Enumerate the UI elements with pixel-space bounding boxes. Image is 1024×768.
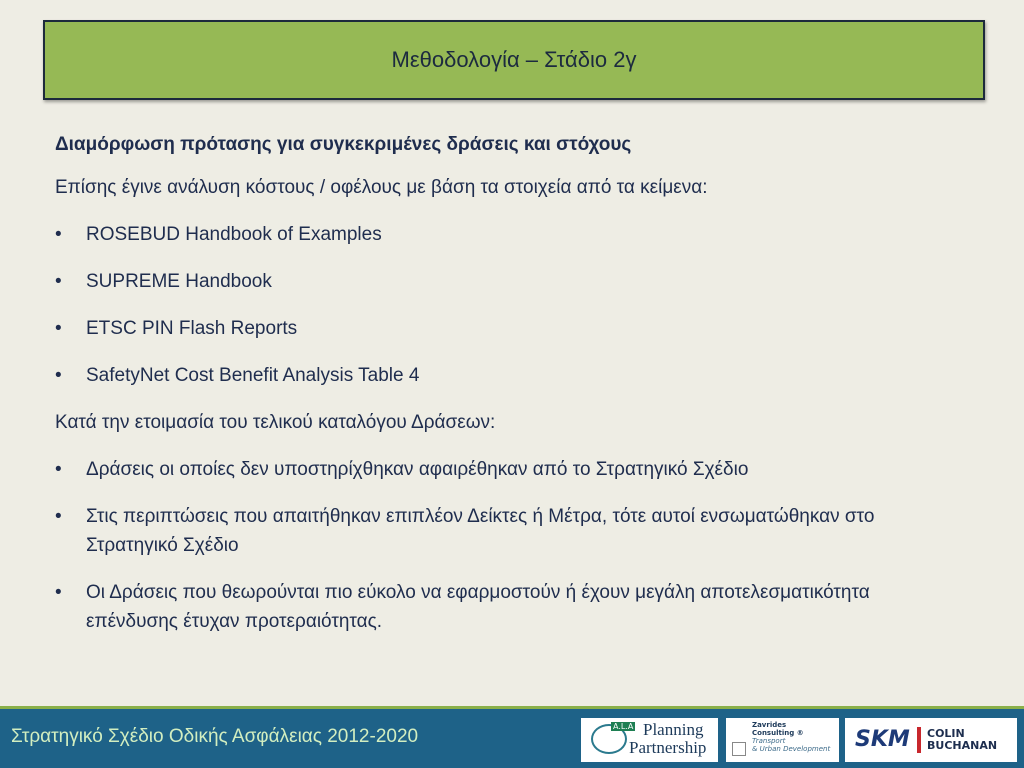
list-item-text: SUPREME Handbook <box>86 271 272 292</box>
footer-title: Στρατηγικό Σχέδιο Οδικής Ασφάλειας 2012-2020 <box>11 726 419 747</box>
colin-buchanan-text <box>927 728 997 752</box>
prep-intro-paragraph: Κατά την ετοιμασία του τελικού καταλόγου Δράσεων: <box>55 412 496 433</box>
zavrides-logo-text <box>752 721 830 753</box>
list-item-text: Στις περιπτώσεις που απαιτήθηκαν επιπλέον Δείκτες ή Μέτρα, τότε αυτοί ενσωματώθηκαν στο Στρατηγικό Σχέδιο <box>86 506 875 556</box>
list-item-text: Οι Δράσεις που θεωρούνται πιο εύκολο να εφαρμοστούν ή έχουν μεγάλη αποτελεσματικότητα επένδυσης έτυχαν προτεραιότητας. <box>86 582 870 632</box>
ala-badge: A.L.A <box>613 722 634 731</box>
list-item <box>55 267 955 296</box>
list-item <box>55 502 955 560</box>
skm-divider-bar <box>917 727 921 753</box>
slide-content <box>55 130 955 636</box>
bullet-icon: • <box>55 582 62 603</box>
intro-paragraph: Επίσης έγινε ανάλυση κόστους / οφέλους με βάση τα στοιχεία από τα κείμενα: <box>55 177 708 198</box>
prep-points-list <box>55 455 955 636</box>
list-item-text: ROSEBUD Handbook of Examples <box>86 224 382 245</box>
bullet-icon: • <box>55 318 62 339</box>
ala-logo-word-planning: Planning <box>643 720 704 739</box>
skm-line-buchanan: BUCHANAN <box>927 739 998 752</box>
list-item <box>55 578 955 636</box>
bullet-icon: • <box>55 271 62 292</box>
list-item-text: ETSC PIN Flash Reports <box>86 318 298 339</box>
slide-title: Μεθοδολογία – Στάδιο 2γ <box>391 47 637 72</box>
zavrides-line: Zavrides <box>752 721 787 729</box>
ala-logo-word-partnership: Partnership <box>629 738 707 757</box>
zavrides-consulting-logo <box>726 718 839 762</box>
skm-colin-buchanan-logo <box>845 718 1017 762</box>
skm-line-colin: COLIN <box>927 727 965 740</box>
list-item <box>55 361 955 390</box>
bullet-icon: • <box>55 506 62 527</box>
bullet-icon: • <box>55 224 62 245</box>
bullet-icon: • <box>55 365 62 386</box>
zavrides-line: Transport <box>752 737 786 745</box>
list-item <box>55 455 955 484</box>
skm-mark: SKM <box>855 727 910 752</box>
ala-planning-partnership-logo <box>581 718 718 762</box>
zavrides-mark-icon <box>732 742 746 756</box>
slide-title-box <box>43 20 985 100</box>
sources-list <box>55 220 955 390</box>
list-item <box>55 314 955 343</box>
zavrides-line: Consulting ® <box>752 729 804 737</box>
footer-bar <box>0 706 1024 768</box>
list-item <box>55 220 955 249</box>
bullet-icon: • <box>55 459 62 480</box>
subheading: Διαμόρφωση πρότασης για συγκεκριμένες δράσεις και στόχους <box>55 134 632 155</box>
list-item-text: Δράσεις οι οποίες δεν υποστηρίχθηκαν αφαιρέθηκαν από το Στρατηγικό Σχέδιο <box>86 459 749 480</box>
list-item-text: SafetyNet Cost Benefit Analysis Table 4 <box>86 365 420 386</box>
zavrides-line: & Urban Development <box>752 745 831 753</box>
